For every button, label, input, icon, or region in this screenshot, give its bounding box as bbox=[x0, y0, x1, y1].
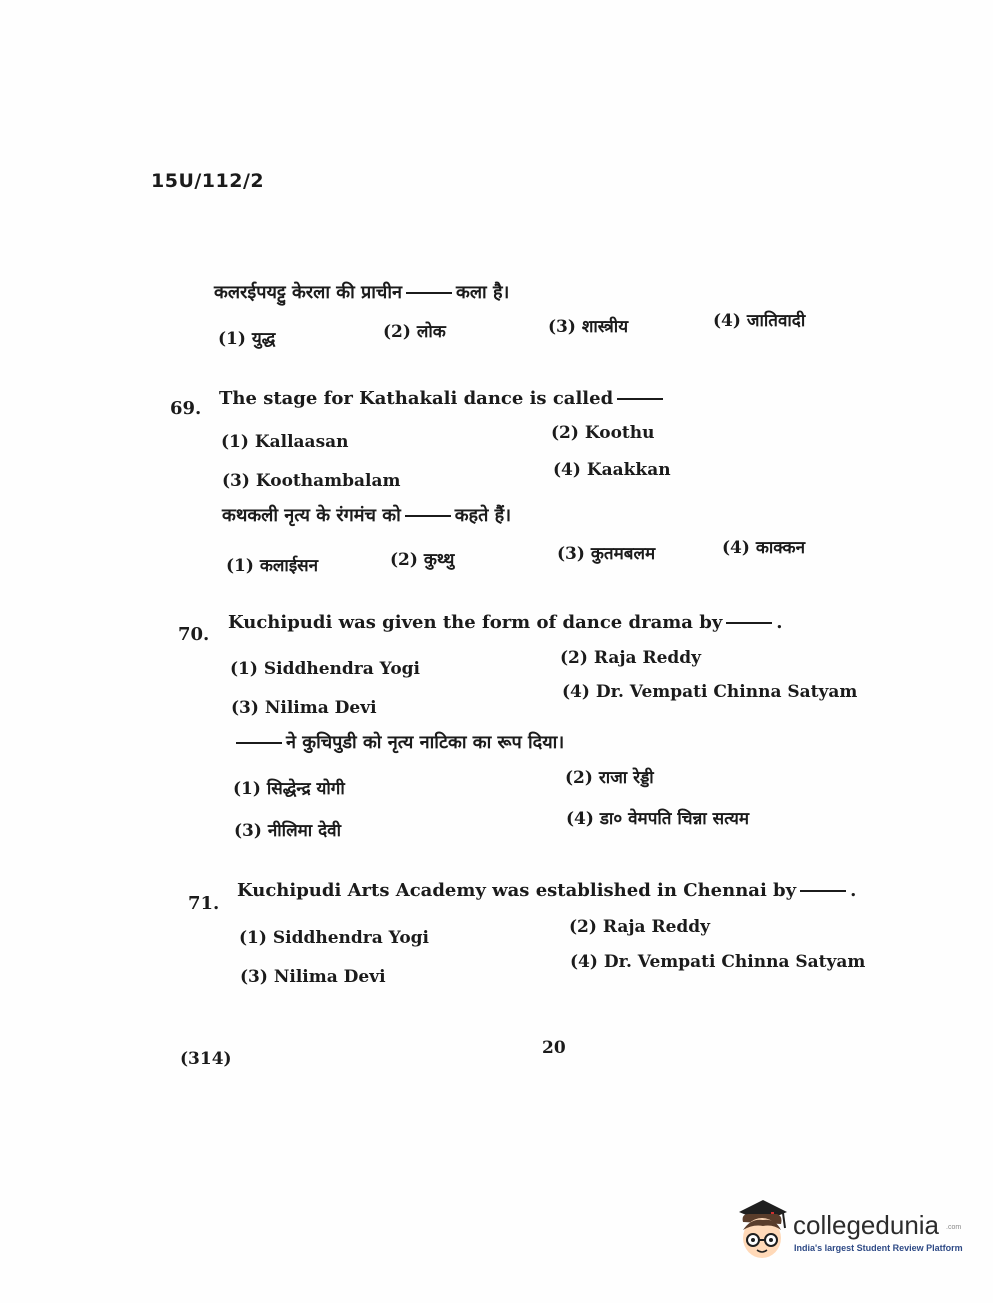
q69-hindi-stem-b: कहते हैं। bbox=[454, 505, 512, 526]
q68-hindi-stem-b: कला है। bbox=[456, 282, 510, 303]
q69-option-1: (1) Kallaasan bbox=[221, 432, 349, 452]
q68-hindi-stem bbox=[214, 280, 509, 304]
q68-hindi-option-1: (1) युद्ध bbox=[218, 329, 276, 349]
brand-tagline: India's largest Student Review Platform bbox=[794, 1243, 963, 1253]
q69-hindi-stem bbox=[222, 503, 511, 527]
answer-blank bbox=[617, 398, 663, 400]
q69-hindi-stem-a: कथकली नृत्य के रंगमंच को bbox=[222, 505, 401, 526]
answer-blank bbox=[236, 742, 282, 744]
q69-stem bbox=[219, 388, 667, 409]
collegedunia-watermark bbox=[733, 1196, 963, 1266]
answer-blank bbox=[726, 622, 772, 624]
answer-blank bbox=[406, 292, 452, 294]
paper-code: 15U/112/2 bbox=[151, 170, 265, 192]
page-number: 20 bbox=[542, 1038, 566, 1058]
q68-hindi-option-4: (4) जातिवादी bbox=[713, 311, 806, 331]
brand-name: collegedunia bbox=[793, 1210, 940, 1240]
q70-option-1: (1) Siddhendra Yogi bbox=[230, 659, 420, 679]
q71-option-1: (1) Siddhendra Yogi bbox=[239, 928, 429, 948]
q69-hindi-option-4: (4) काक्कन bbox=[722, 538, 806, 558]
q70-hindi-option-4: (4) डा० वेमपति चिन्ना सत्यम bbox=[566, 809, 750, 829]
q69-option-4: (4) Kaakkan bbox=[553, 460, 671, 480]
q69-stem-text: The stage for Kathakali dance is called bbox=[219, 388, 614, 409]
q71-number: 71. bbox=[188, 893, 220, 914]
q70-hindi-stem bbox=[232, 730, 564, 754]
q70-hindi-option-2: (2) राजा रेड्डी bbox=[565, 768, 654, 788]
q70-option-3: (3) Nilima Devi bbox=[231, 698, 377, 718]
footer-code: (314) bbox=[180, 1049, 232, 1069]
brand-suffix: .com bbox=[946, 1224, 962, 1231]
q71-stem-text: Kuchipudi Arts Academy was established in Chennai by bbox=[237, 880, 797, 901]
q70-option-4: (4) Dr. Vempati Chinna Satyam bbox=[562, 682, 858, 702]
q70-stem-text: Kuchipudi was given the form of dance drama by bbox=[228, 612, 723, 633]
q70-stem: Kuchipudi was given the form of dance drama by . bbox=[228, 612, 783, 633]
q69-option-3: (3) Koothambalam bbox=[222, 471, 401, 491]
q70-option-2: (2) Raja Reddy bbox=[560, 648, 702, 668]
q69-hindi-option-3: (3) कुतमबलम bbox=[557, 544, 656, 564]
q71-option-2: (2) Raja Reddy bbox=[569, 917, 711, 937]
q69-number: 69. bbox=[170, 398, 202, 419]
answer-blank bbox=[405, 515, 451, 517]
q68-hindi-stem-a: कलरईपयट्टु केरला की प्राचीन bbox=[214, 282, 403, 303]
q69-hindi-option-2: (2) कुथ्थु bbox=[390, 550, 455, 570]
q70-hindi-option-3: (3) नीलिमा देवी bbox=[234, 821, 341, 841]
q71-stem: Kuchipudi Arts Academy was established in Chennai by . bbox=[237, 880, 857, 901]
q71-option-4: (4) Dr. Vempati Chinna Satyam bbox=[570, 952, 866, 972]
student-mascot-icon bbox=[733, 1196, 791, 1262]
q69-option-2: (2) Koothu bbox=[551, 423, 655, 443]
answer-blank bbox=[800, 890, 846, 892]
q69-hindi-option-1: (1) कलाईसन bbox=[226, 556, 319, 576]
q70-number: 70. bbox=[178, 624, 210, 645]
q68-hindi-option-2: (2) लोक bbox=[383, 322, 446, 342]
q70-hindi-option-1: (1) सिद्धेन्द्र योगी bbox=[233, 779, 345, 799]
q71-option-3: (3) Nilima Devi bbox=[240, 967, 386, 987]
q70-hindi-stem-text: ने कुचिपुडी को नृत्य नाटिका का रूप दिया। bbox=[286, 732, 565, 753]
q68-hindi-option-3: (3) शास्त्रीय bbox=[548, 317, 629, 337]
